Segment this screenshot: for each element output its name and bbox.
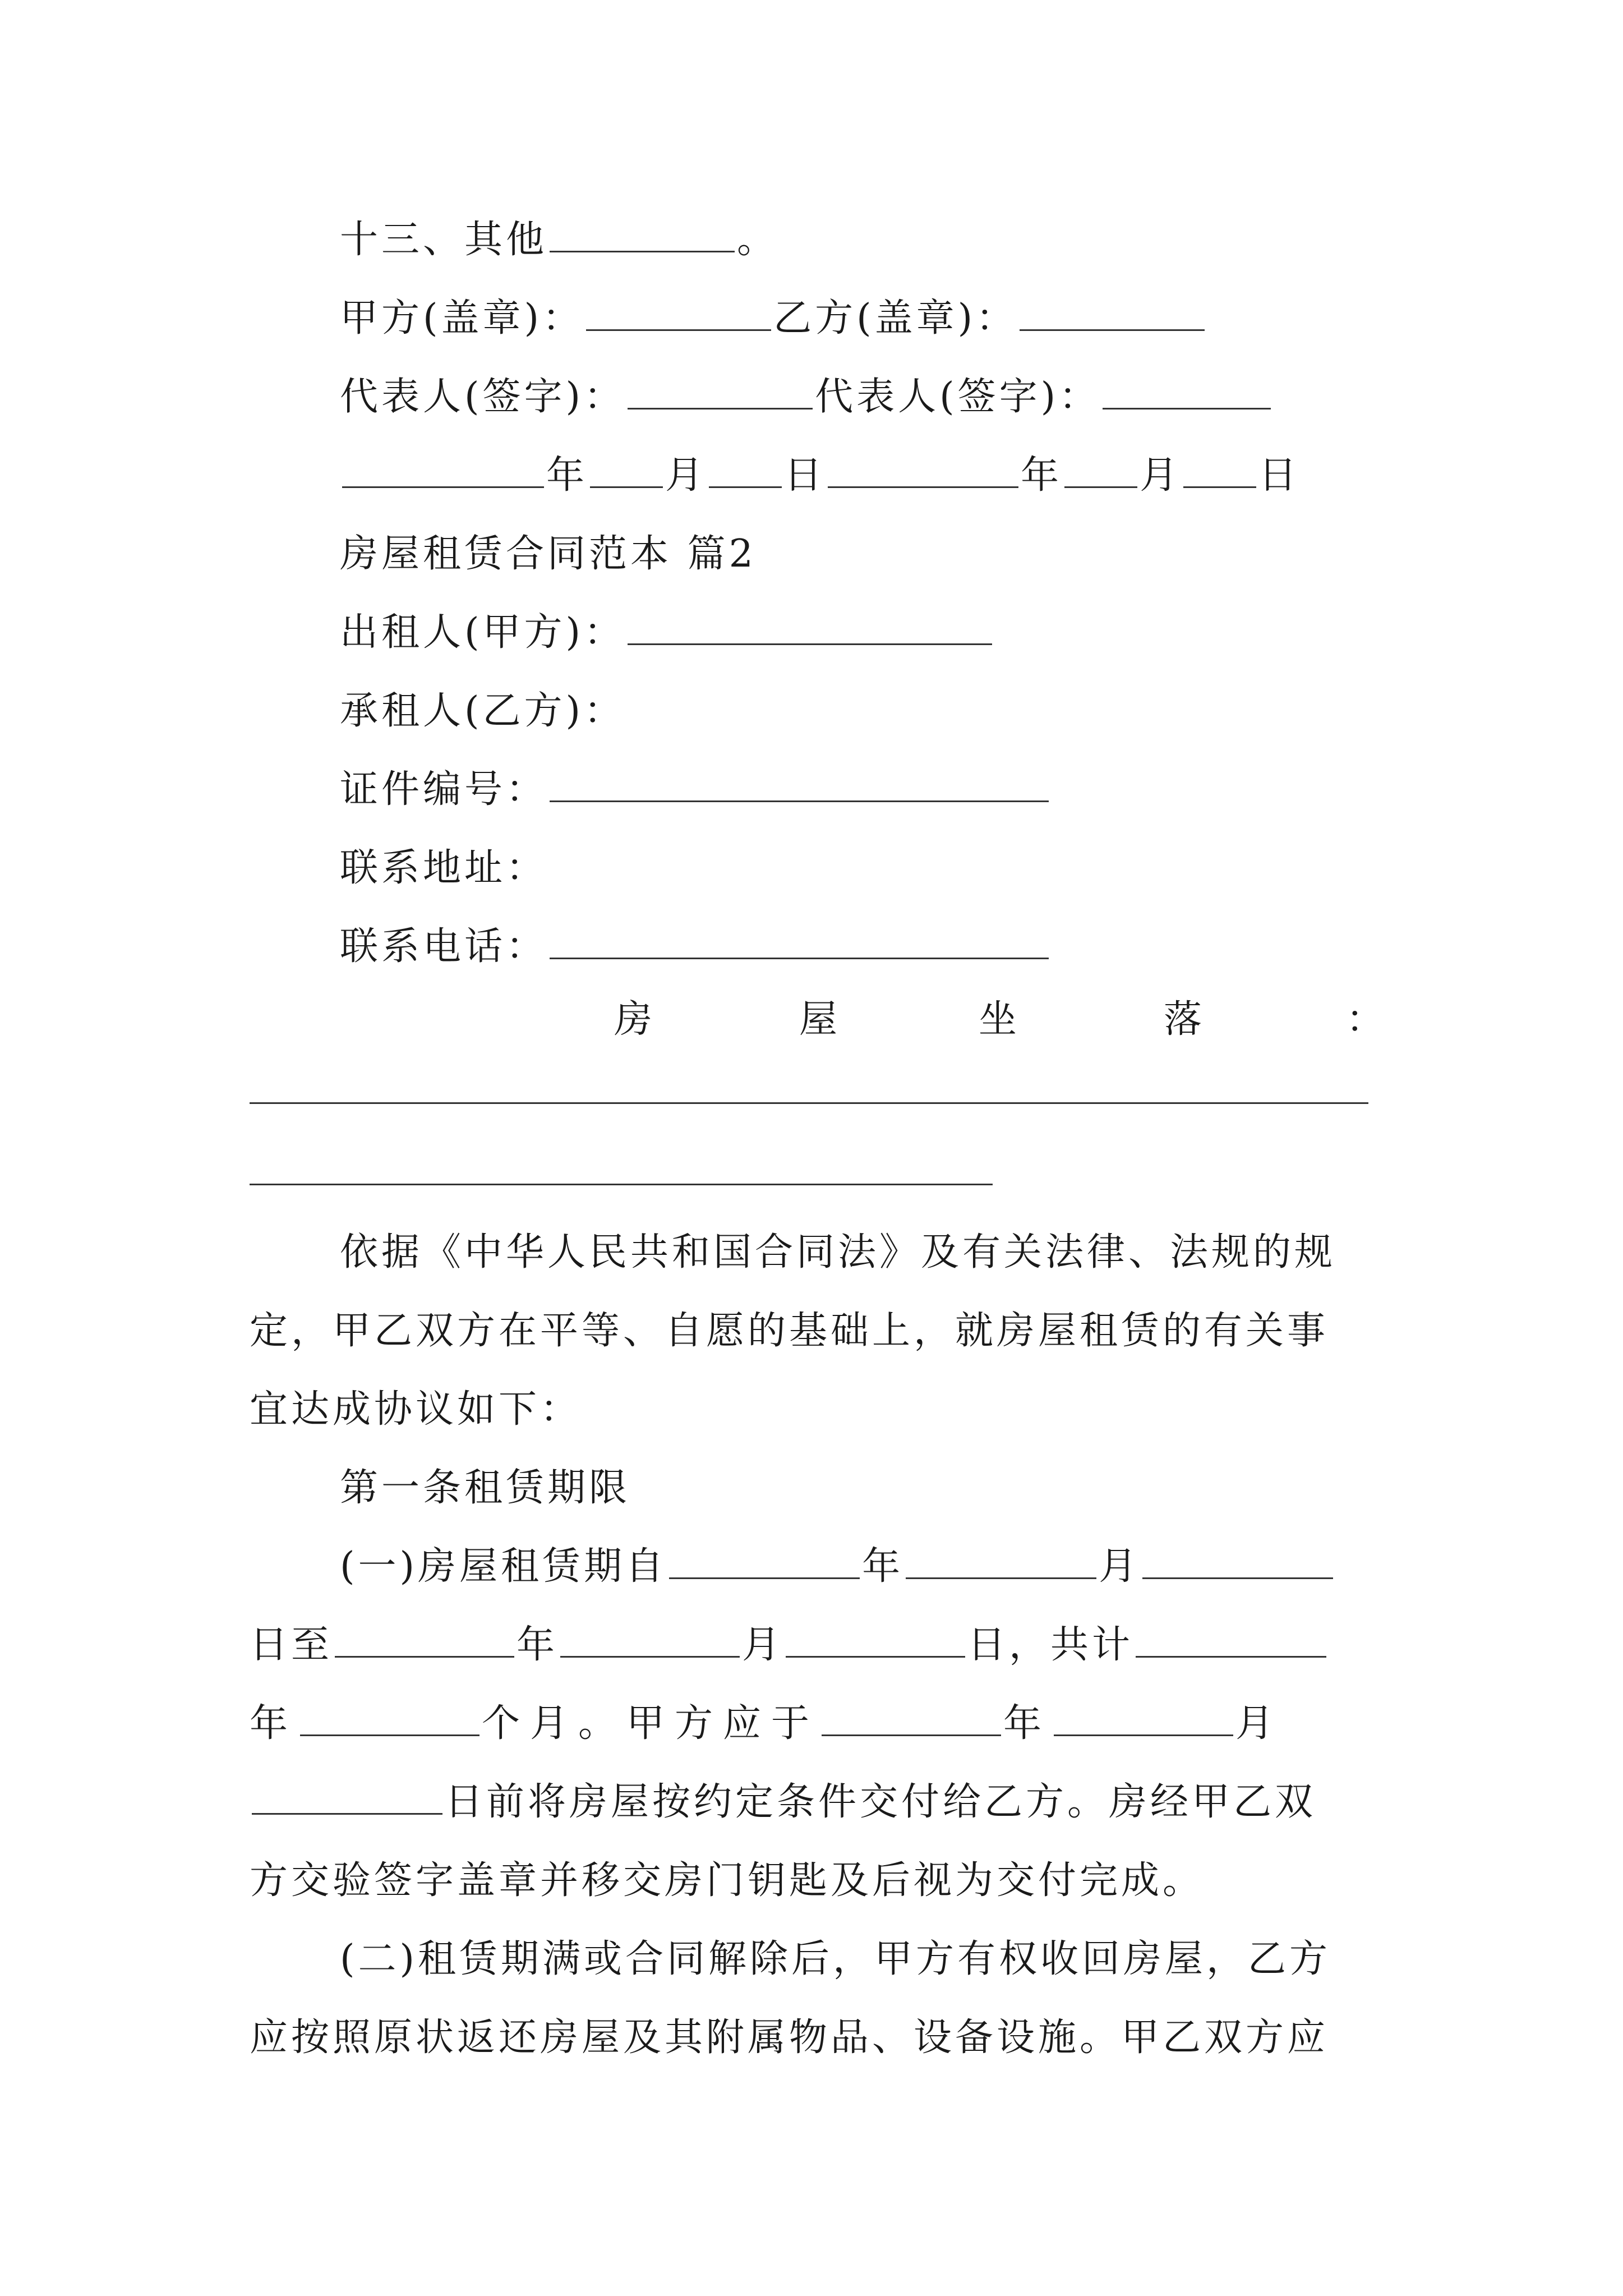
phone-label: 联系电话： — [340, 924, 548, 969]
address-label: 联系地址： — [340, 846, 548, 890]
year-label: 年 — [546, 453, 588, 498]
date-line — [340, 449, 1300, 503]
location-char: 房 — [614, 997, 653, 1042]
day-blank — [1142, 1544, 1333, 1579]
month-label: 月 — [1140, 453, 1182, 498]
seal-line — [340, 292, 1207, 346]
party-b-seal-blank — [1020, 296, 1205, 331]
body-line: 依据《中华人民共和国合同法》及有关法律、法规的规 — [340, 1230, 1336, 1274]
month-blank — [906, 1544, 1096, 1579]
body-line: 应按照原状返还房屋及其附属物品、设备设施。甲乙双方应 — [250, 2016, 1329, 2060]
body-line — [340, 1540, 1335, 1594]
party-a-rep-blank — [628, 374, 813, 409]
phone-blank — [550, 924, 1049, 959]
text-run: 月 — [1099, 1544, 1141, 1589]
text-run: (一)房屋租赁期自 — [340, 1544, 667, 1589]
period: 。 — [737, 218, 779, 262]
date-blank — [342, 453, 544, 488]
text-run: 月 — [1235, 1701, 1284, 1746]
total-blank — [1136, 1622, 1326, 1658]
location-char: 屋 — [799, 997, 838, 1042]
lessor-blank — [628, 610, 992, 645]
date-blank — [709, 453, 782, 488]
party-b-rep-blank — [1103, 374, 1271, 409]
year-label: 年 — [1021, 453, 1063, 498]
text-run: 年 — [1003, 1701, 1052, 1746]
body-line — [250, 1618, 1329, 1672]
text-run: 日，共计 — [967, 1623, 1134, 1667]
date-blank — [1064, 453, 1137, 488]
year-blank — [335, 1622, 514, 1658]
signature-line — [340, 370, 1273, 424]
article-heading: 第一条租赁期限 — [340, 1466, 631, 1510]
other-blank — [550, 217, 735, 252]
year-blank — [669, 1544, 860, 1579]
location-colon: ： — [1346, 997, 1385, 1042]
text-run: 个月。甲方应于 — [482, 1701, 820, 1746]
body-line: 宜达成协议如下： — [250, 1387, 582, 1432]
other-line — [340, 213, 778, 267]
location-blank-line — [250, 1184, 993, 1185]
id-number-label: 证件编号： — [340, 767, 548, 812]
address-line — [340, 841, 547, 895]
day-blank — [252, 1779, 442, 1815]
text-run: 年 — [250, 1701, 298, 1746]
lessor-label: 出租人(甲方)： — [340, 610, 626, 655]
party-b-seal-label: 乙方(盖章)： — [773, 296, 1018, 341]
body-line: 定，甲乙双方在平等、自愿的基础上，就房屋租赁的有关事 — [250, 1309, 1329, 1353]
lessee-label: 承租人(乙方)： — [340, 689, 626, 733]
lessee-line — [340, 684, 625, 738]
body-line: 方交验签字盖章并移交房门钥匙及后视为交付完成。 — [250, 1858, 1205, 1903]
day-label: 日 — [784, 453, 826, 498]
day-label: 日 — [1258, 453, 1301, 498]
section-title: 房屋租赁合同范本 篇2 — [340, 532, 757, 576]
location-char: 落 — [1164, 997, 1202, 1042]
phone-line — [340, 920, 1051, 974]
text-run: 年 — [862, 1544, 904, 1589]
date-blank — [828, 453, 1018, 488]
party-b-rep-label: 代表人(签字)： — [815, 375, 1101, 419]
day-blank — [786, 1622, 965, 1658]
other-label: 十三、其他 — [340, 218, 548, 262]
id-number-blank — [550, 767, 1049, 802]
body-line: (二)租赁期满或合同解除后，甲方有权收回房屋，乙方 — [340, 1937, 1331, 1981]
text-run: 日前将房屋按约定条件交付给乙方。房经甲乙双 — [445, 1780, 1317, 1824]
body-line — [250, 1697, 1284, 1751]
date-blank — [590, 453, 663, 488]
id-number-line — [340, 763, 1051, 817]
month-blank — [1054, 1701, 1233, 1736]
month-count-blank — [300, 1701, 479, 1736]
lessor-line — [340, 606, 994, 660]
party-a-rep-label: 代表人(签字)： — [340, 375, 626, 419]
party-a-seal-label: 甲方(盖章)： — [340, 296, 584, 341]
text-run: 年 — [517, 1623, 559, 1667]
text-run: 月 — [742, 1623, 784, 1667]
party-a-seal-blank — [586, 296, 771, 331]
date-blank — [1183, 453, 1256, 488]
month-label: 月 — [665, 453, 707, 498]
location-blank-line — [250, 1102, 1368, 1104]
year-blank — [822, 1701, 1001, 1736]
location-char: 坐 — [979, 997, 1017, 1042]
text-run: 日至 — [250, 1623, 333, 1667]
body-line — [250, 1775, 1316, 1829]
month-blank — [560, 1622, 740, 1658]
